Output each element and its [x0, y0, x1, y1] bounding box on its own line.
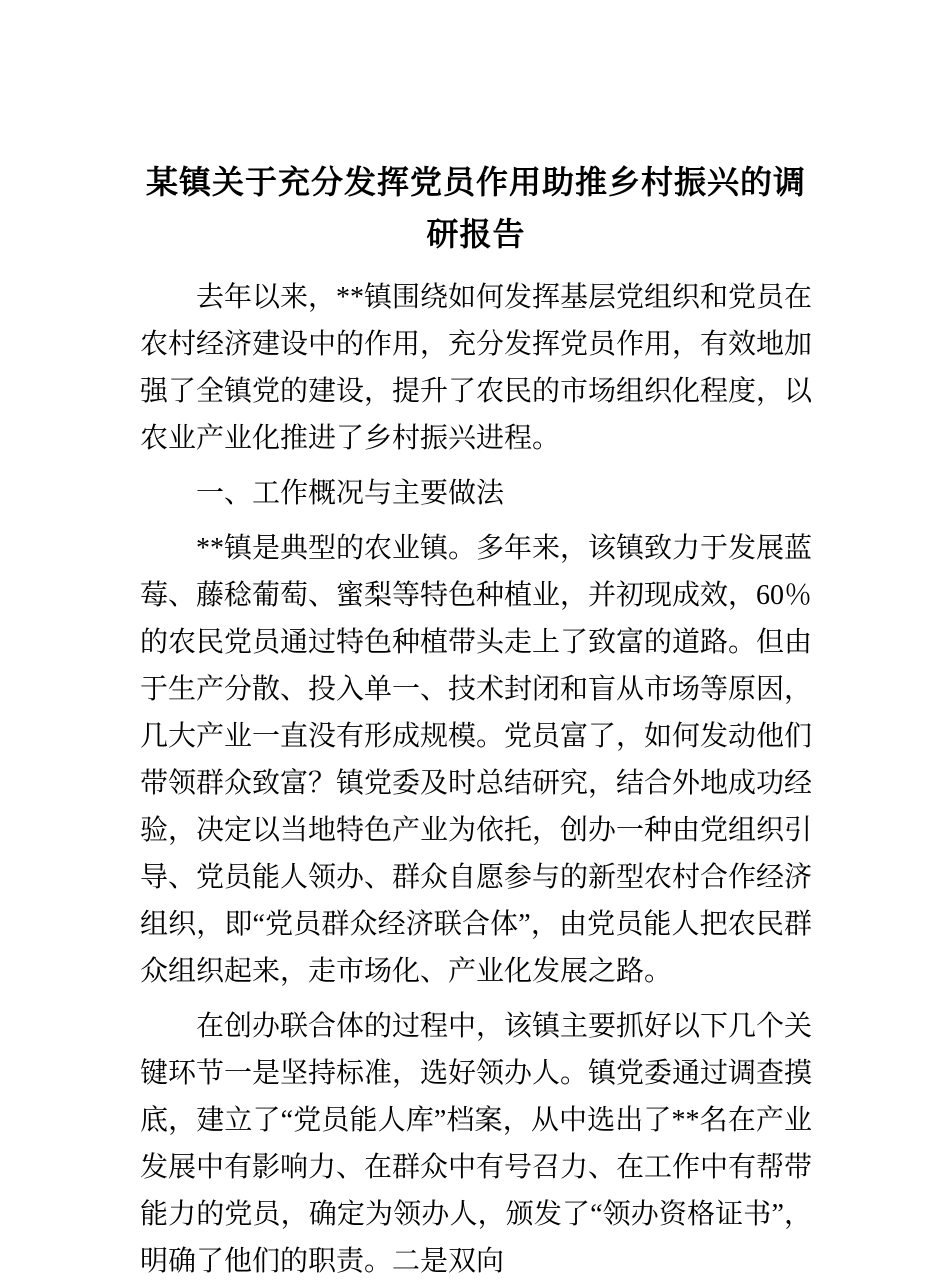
document-title: 某镇关于充分发挥党员作用助推乡村振兴的调研报告	[145, 164, 806, 252]
section-heading-1: 一、工作概况与主要做法	[196, 478, 505, 509]
paragraph-key-steps: 在创办联合体的过程中，该镇主要抓好以下几个关键环节一是坚持标准，选好领办人。镇党委通过调查摸底，建立了“党员能人库”档案，从中选出了**名在产业发展中有影响力、在群众中有号召力、在工作中有帮带能力的党员，确定为领办人，颁发了“领办资格证书”，明确了他们的职责。二是双向	[140, 1011, 813, 1277]
paragraph-overview: **镇是典型的农业镇。多年来，该镇致力于发展蓝莓、藤稔葡萄、蜜梨等特色种植业，并初现成效，60％的农民党员通过特色种植带头走上了致富的道路。但由于生产分散、投入单一、技术封闭和盲从市场等原因，几大产业一直没有形成规模。党员富了，如何发动他们带领群众致富？镇党委及时总结研究，结合外地成功经验，决定以当地特色产业为依托，创办一种由党组织引导、党员能人领办、群众自愿参与的新型农村合作经济组织，即“党员群众经济联合体”，由党员能人把农民群众组织起来，走市场化、产业化发展之路。	[140, 533, 813, 987]
paragraph-intro: 去年以来，**镇围绕如何发挥基层党组织和党员在农村经济建设中的作用，充分发挥党员作用，有效地加强了全镇党的建设，提升了农民的市场组织化程度，以农业产业化推进了乡村振兴进程。	[140, 282, 813, 454]
